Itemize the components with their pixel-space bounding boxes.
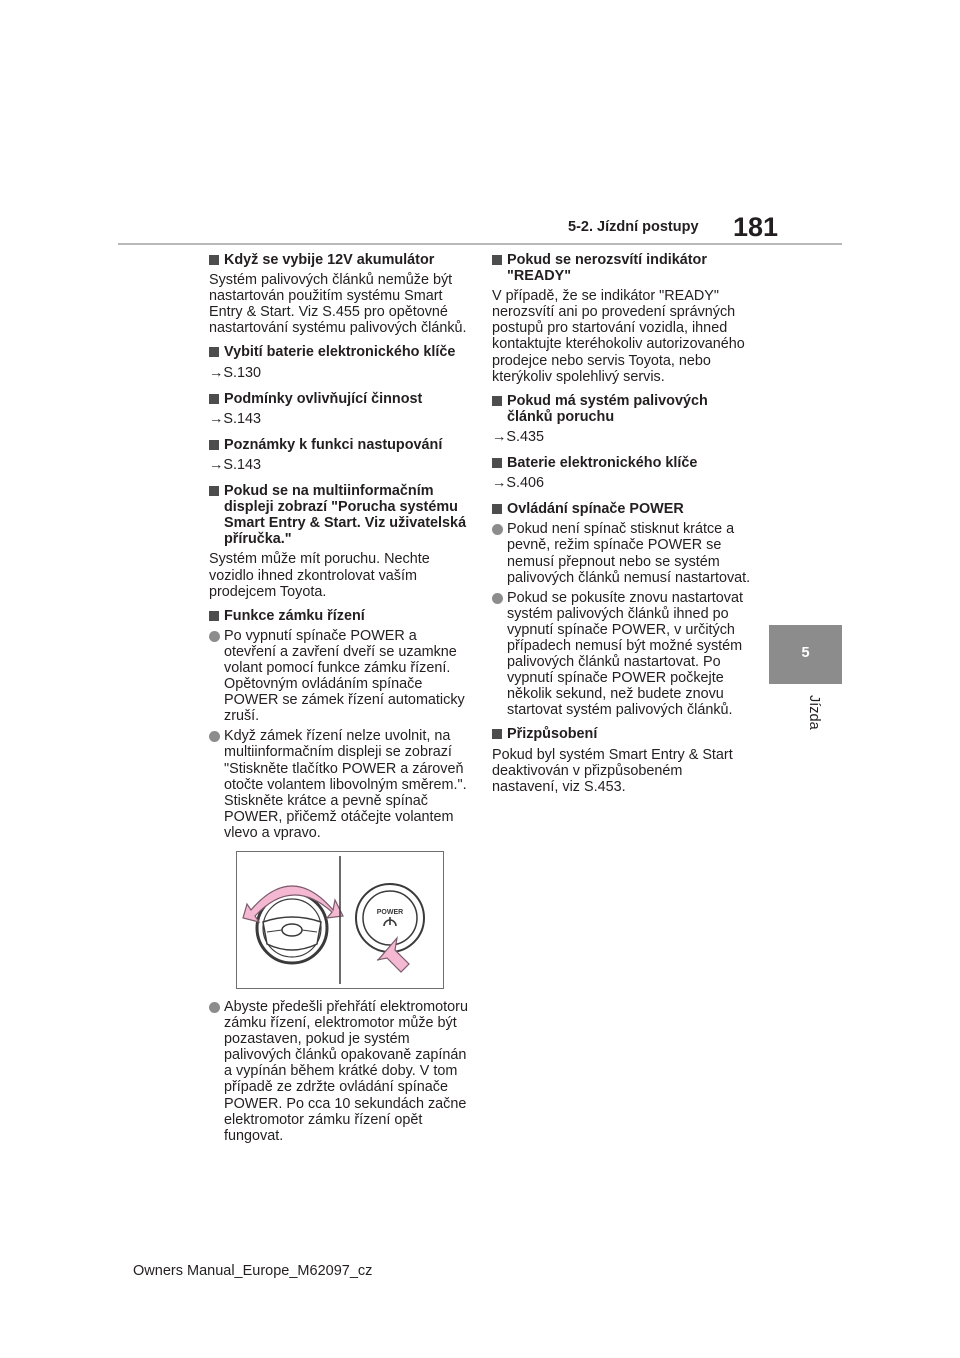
right-column — [492, 252, 752, 803]
section-heading: Přizpůsobení — [492, 726, 752, 742]
bullet-item: Když zámek řízení nelze uvolnit, na multiinformačním displeji se zobrazí "Stiskněte tlačítko POWER a zároveň otočte volantem libovolným směrem.". Stiskněte krátce a pevně spínač POWER, přičemž otáčejte volantem vlevo a vpravo. — [209, 728, 469, 841]
section-heading: Baterie elektronického klíče — [492, 455, 752, 471]
paragraph: Systém palivových článků nemůže být nastartován použitím systému Smart Entry & Start. Viz S.455 pro opětovné nastartování systému palivových článků. — [209, 272, 467, 337]
steering-wheel-power-switch-drawing — [237, 852, 443, 988]
power-switch-icon — [356, 884, 424, 952]
bullet-item: Abyste předešli přehřátí elektromotoru zámku řízení, elektromotor může být pozastaven, pokud je systém palivových článků opakovaně zapínán a vypínán během krátké doby. V tom případě ze zdržte ovládání spínače POWER. Po cca 10 sekundách začne elektromotor zámku řízení opět fungovat. — [209, 999, 469, 1144]
bullet-item: Pokud není spínač stisknut krátce a pevně, režim spínače POWER se nemusí přepnout nebo se systém palivových článků nemusí nastartovat. — [492, 521, 752, 585]
chapter-tab: 5 — [769, 625, 842, 684]
section-heading: Funkce zámku řízení — [209, 608, 469, 624]
page-reference: →S.406 — [492, 475, 544, 492]
section-heading: Poznámky k funkci nastupování — [209, 437, 469, 453]
page-reference: →S.130 — [209, 364, 261, 381]
bullet-item: Po vypnutí spínače POWER a otevření a zavření dveří se uzamkne volant pomocí funkce zámku řízení. Opětovným ovládáním spínače POWER se zámek řízení automaticky zruší. — [209, 628, 469, 725]
page-reference: →S.143 — [209, 410, 261, 427]
chapter-label: Jízda — [806, 695, 822, 730]
paragraph: Systém může mít poruchu. Nechte vozidlo ihned zkontrolovat vaším prodejcem Toyota. — [209, 551, 430, 600]
section-heading: Pokud se na multiinformačním displeji zobrazí "Porucha systému Smart Entry & Start. Viz uživatelská příručka." — [209, 483, 469, 547]
section-heading: Vybití baterie elektronického klíče — [209, 344, 469, 360]
bullet-item: Pokud se pokusíte znovu nastartovat systém palivových článků ihned po vypnutí spínače POWER, v určitých případech nemusí být možné systém palivových článků nastartovat. Po vypnutí spínače POWER počkejte několik sekund, než budete znovu startovat systém palivových článků. — [492, 590, 752, 719]
paragraph: Pokud byl systém Smart Entry & Start deaktivován v přizpůsobeném nastavení, viz S.453. — [492, 746, 733, 795]
left-column — [209, 252, 469, 1148]
paragraph: V případě, že se indikátor "READY" nerozsvítí ani po provedení správných postupů pro startování vozidla, ihned kontaktujte kteréhokoliv autorizovaného prodejce nebo servis Toyota, nebo kterýkoliv spolehlivý servis. — [492, 288, 745, 385]
section-heading: Pokud se nerozsvítí indikátor "READY" — [492, 252, 752, 284]
steering-lock-illustration — [236, 851, 444, 989]
section-heading: Podmínky ovlivňující činnost — [209, 391, 469, 407]
section-heading: Ovládání spínače POWER — [492, 501, 752, 517]
header-divider — [118, 243, 842, 245]
page-number: 181 — [733, 212, 779, 242]
section-title: 5-2. Jízdní postupy — [568, 219, 699, 235]
page-reference: →S.435 — [492, 428, 544, 445]
footer-text: Owners Manual_Europe_M62097_cz — [133, 1263, 373, 1279]
section-heading: Pokud má systém palivových článků poruchu — [492, 393, 752, 425]
power-label: POWER — [376, 909, 404, 916]
section-heading: Když se vybije 12V akumulátor — [209, 252, 469, 268]
page-reference: →S.143 — [209, 456, 261, 473]
